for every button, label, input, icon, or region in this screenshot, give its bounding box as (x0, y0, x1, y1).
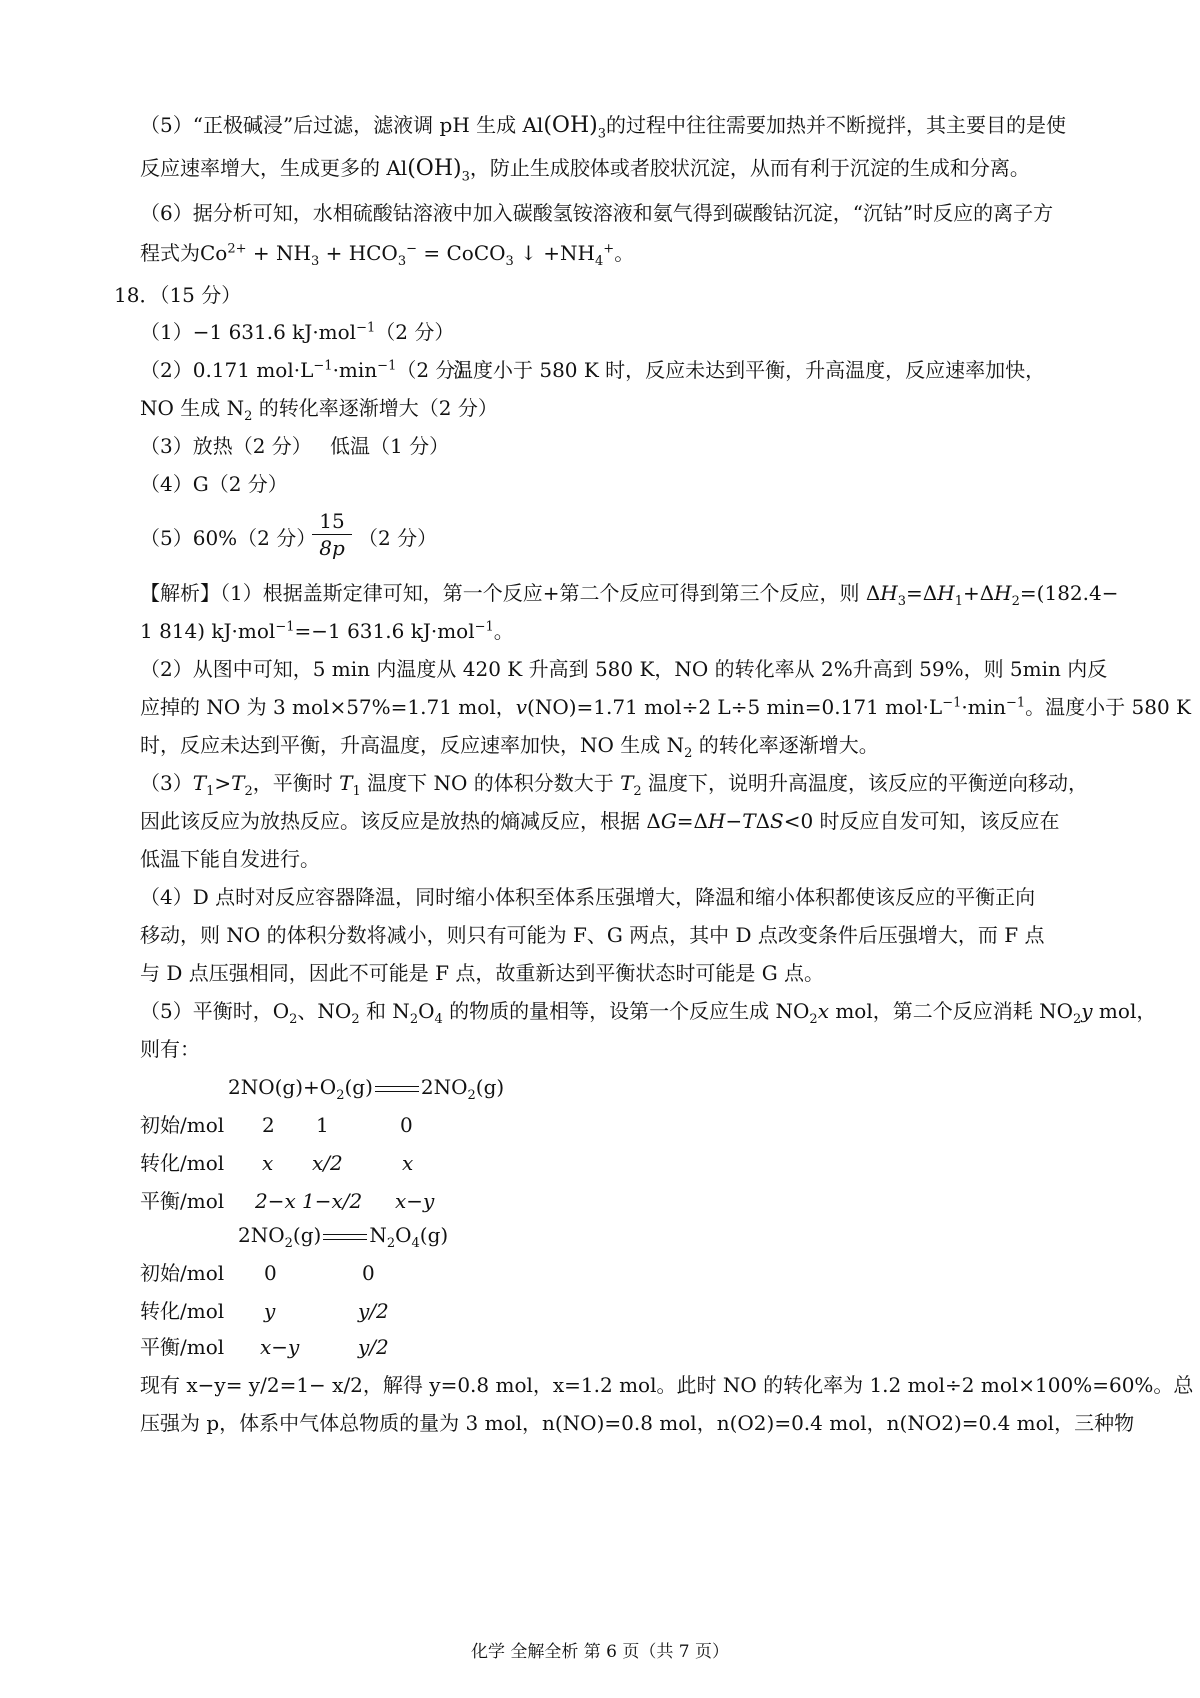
text: O (395, 1223, 412, 1247)
table2-cell: y (264, 1299, 276, 1323)
table2-cell: x−y (260, 1335, 300, 1359)
analysis-p1-line2: 1 814) kJ·mol$^{-1}$=−1 631.6 kJ·mol$^{-1}$。 (140, 619, 514, 643)
text: (g) (344, 1075, 373, 1099)
table2-cell: 0 (264, 1261, 277, 1285)
text: 的转化率逐渐增大。 (692, 733, 879, 757)
text: 温度下，说明升高温度，该反应的平衡逆向移动， (641, 771, 1089, 795)
text: （1）−1 631.6 kJ·mol (140, 320, 357, 344)
answer-fraction (312, 508, 352, 561)
text: (g) (419, 1223, 449, 1247)
table1-equation: $2NO(g)+O_2(g)$ $2NO_2(g)$ (228, 1075, 505, 1103)
tail-line1: 现有 x−y= y/2=1− x/2，解得 y=0.8 mol，x=1.2 mol。此时 NO 的转化率为 1.2 mol÷2 mol×100%=60%。总 (140, 1373, 1194, 1397)
text: 3 (597, 126, 607, 142)
text: (g) (475, 1075, 505, 1099)
section6-line1 (140, 199, 1053, 227)
table2-row-change: 转化/mol (140, 1299, 225, 1323)
text: （2 分） (396, 358, 476, 382)
table2-cell: 0 (362, 1261, 375, 1285)
analysis-p2-line2: 应掉的 NO 为 3 mol×57%=1.71 mol，v(NO)=1.71 mol÷2 L÷5 min=0.171 $mol\cdot L^{-1}\cdot\min^{-1}$。温度小于 580 K (140, 695, 1191, 719)
table2-equation: $2NO_2(g)$ $N_2O_4(g)$ (238, 1223, 449, 1251)
table2-cell: y/2 (358, 1335, 389, 1359)
text: 因此该反应为放热反应。该反应是放热的熵减反应，根据 Δ (140, 809, 661, 833)
text: =−1 631.6 kJ·mol (294, 619, 475, 643)
text: =(182.4− (1019, 581, 1119, 605)
table1-row-initial: 初始/mol (140, 1113, 225, 1137)
fraction-denominator: 8p (319, 536, 345, 560)
text: 。 (614, 241, 635, 265)
analysis-p3-line2: 因此该反应为放热反应。该反应是放热的熵减反应，根据 ΔG=ΔH−TΔS<0 时反应自发可知，该反应在 (140, 809, 1060, 833)
text: 2NO (420, 1075, 468, 1099)
fraction-numerator: 15 (312, 508, 352, 535)
text: 。温度小于 580 K (1025, 695, 1191, 719)
table1-cell: x (262, 1151, 274, 1175)
text: (OH) (543, 113, 598, 138)
text: 2NO(g)+O (228, 1075, 337, 1099)
text: 、NO (297, 999, 352, 1023)
section5-line1 (140, 111, 1066, 140)
text: （2）0.171 mol·L (140, 358, 314, 382)
text: 的物质的量相等，设第一个反应生成 NO (442, 999, 810, 1023)
text: N (369, 1223, 387, 1247)
analysis-p3-line1: $(3)T_1>T_2$，平衡时 $T_1$ 温度下 NO 的体积分数大于 $T_2$ 温度下，说明升高温度，该反应的平衡逆向移动， (140, 771, 1089, 799)
section5-line2 (140, 154, 1030, 183)
analysis-p2-line1: （2）从图中可知，5 min 内温度从 420 K 升高到 580 K，NO 的转化率从 2%升高到 59%，则 5min 内反 (140, 657, 1108, 681)
table1-cell: 2−x (255, 1189, 296, 1213)
text: O (418, 999, 435, 1023)
equilibrium-sign (375, 1084, 419, 1094)
text: (g) (292, 1223, 322, 1247)
analysis-p5-line2: 则有： (140, 1037, 200, 1061)
text: 反应速率增大，生成更多的 Al (140, 156, 408, 180)
q18-heading: 18．（15 分） (114, 283, 242, 307)
tail-line2: 压强为 p，体系中气体总物质的量为 3 mol，n(NO)=0.8 mol，n(O2)=0.4 mol，n(NO2)=0.4 mol，三种物 (140, 1411, 1135, 1435)
text: （5）平衡时，O (140, 999, 290, 1023)
q18-answer-2: （2）0.171 $mol\cdot L^{-1}\cdot\min^{-1}(2$ 分） (140, 358, 476, 382)
section6-line2: 程式为$Co^{2+} + NH_3 + HCO_3^-$ = CoCO$_3$ ↓ $+NH_4^+$。 (140, 241, 635, 269)
table1-row-change: 转化/mol (140, 1151, 225, 1175)
table1-cell: x−y (395, 1189, 435, 1213)
analysis-tag: 【解析】 (140, 581, 220, 605)
analysis-p2-line3: 时，反应未达到平衡，升高温度，反应速率加快，NO 生成 $N_2$ 的转化率逐渐增大。 (140, 733, 879, 761)
q18-answer-5-score: （2 分） (358, 526, 438, 550)
table2-row-equilibrium: 平衡/mol (140, 1335, 225, 1359)
text: 2NO (238, 1223, 285, 1247)
text: 。 (493, 619, 514, 643)
table1-cell: 1 (316, 1113, 329, 1137)
text: 的转化率逐渐增大（2 分） (252, 396, 498, 420)
text: (OH) (407, 156, 462, 181)
q18-answer-2-text: 温度小于 580 K 时，反应未达到平衡，升高温度，反应速率加快， (453, 358, 1046, 382)
text: 温度下 NO 的体积分数大于 (360, 771, 621, 795)
q18-answer-3b: 低温（1 分） (330, 434, 450, 458)
text: （3） (140, 771, 193, 795)
text: 和 N (359, 999, 410, 1023)
text: 的过程中往往需要加热并不断搅拌，其主要目的是使 (606, 113, 1067, 137)
equilibrium-sign (323, 1232, 367, 1242)
table1-cell: 1−x/2 (302, 1189, 363, 1213)
text: （5）“正极碱浸”后过滤，滤液调 pH 生成 Al (140, 113, 544, 137)
analysis-p4-line1: （4）D 点时对反应容器降温，同时缩小体积至体系压强增大，降温和缩小体积都使该反应的平衡正向 (140, 885, 1036, 909)
text: 时，反应未达到平衡，升高温度，反应速率加快，NO 生成 N (140, 733, 685, 757)
text: ，平衡时 (252, 771, 340, 795)
text: （1）根据盖斯定律可知，第一个反应+第二个反应可得到第三个反应，则 Δ (220, 581, 881, 605)
q18-answer-4: （4）G（2 分） (140, 472, 288, 496)
analysis-p3-line3: 低温下能自发进行。 (140, 847, 320, 871)
q18-answer-5: （5）60%（2 分） (140, 526, 317, 550)
text: 程式为 (140, 241, 200, 265)
text: <0 时反应自发可知，该反应在 (783, 809, 1060, 833)
analysis-p5-line1: （5）平衡时，$O_2$、$NO_2$ 和 $N_2O_4$ 的物质的量相等，设第一个反应生成 $NO_2x$ mol，第二个反应消耗 $NO_2y$ mol， (140, 999, 1157, 1027)
text: ，防止生成胶体或者胶状沉淀，从而有利于沉淀的生成和分离。 (469, 156, 1030, 180)
text: （2 分） (375, 320, 455, 344)
text: (NO)=1.71 mol÷2 L÷5 min=0.171 mol·L (527, 695, 943, 719)
analysis-p1-line1: 【解析】（1）根据盖斯定律可知，第一个反应+第二个反应可得到第三个反应，则 $\Delta H_3=\Delta H_1+\Delta H_2=(182.4-$ (140, 581, 1119, 609)
text: 1 814) kJ·mol (140, 619, 276, 643)
analysis-p4-line3: 与 D 点压强相同，因此不可能是 F 点，故重新达到平衡状态时可能是 G 点。 (140, 961, 825, 985)
text: −1 (356, 320, 376, 336)
table1-row-equilibrium: 平衡/mol (140, 1189, 225, 1213)
analysis-p4-line2: 移动，则 NO 的体积分数将减小，则只有可能为 F、G 两点，其中 D 点改变条件后压强增大，而 F 点 (140, 923, 1045, 947)
text: mol， (1092, 999, 1157, 1023)
formula-oh (407, 156, 470, 185)
q18-answer-2-line2: NO 生成 $N_2$ 的转化率逐渐增大（2 分） (140, 396, 498, 424)
q18-answer-3: （3）放热（2 分） (140, 434, 312, 458)
table2-row-initial: 初始/mol (140, 1261, 225, 1285)
text: 应掉的 NO 为 3 mol×57%=1.71 mol， (140, 695, 516, 719)
table1-cell: x/2 (312, 1151, 343, 1175)
table2-cell: y/2 (358, 1299, 389, 1323)
text: 3 (461, 169, 470, 185)
q18-answer-1 (140, 318, 454, 346)
text: NO 生成 N (140, 396, 245, 420)
table1-cell: 0 (400, 1113, 413, 1137)
table1-cell: x (402, 1151, 414, 1175)
text: （6）据分析可知，水相硫酸钴溶液中加入碳酸氢铵溶液和氨气得到碳酸钴沉淀，“沉钴”时反应的离子方 (140, 201, 1054, 225)
table1-cell: 2 (262, 1113, 275, 1137)
text: mol，第二个反应消耗 NO (828, 999, 1073, 1023)
formula-oh (543, 113, 607, 142)
page-footer: 化学 全解全析 第 6 页（共 7 页） (470, 1642, 730, 1662)
